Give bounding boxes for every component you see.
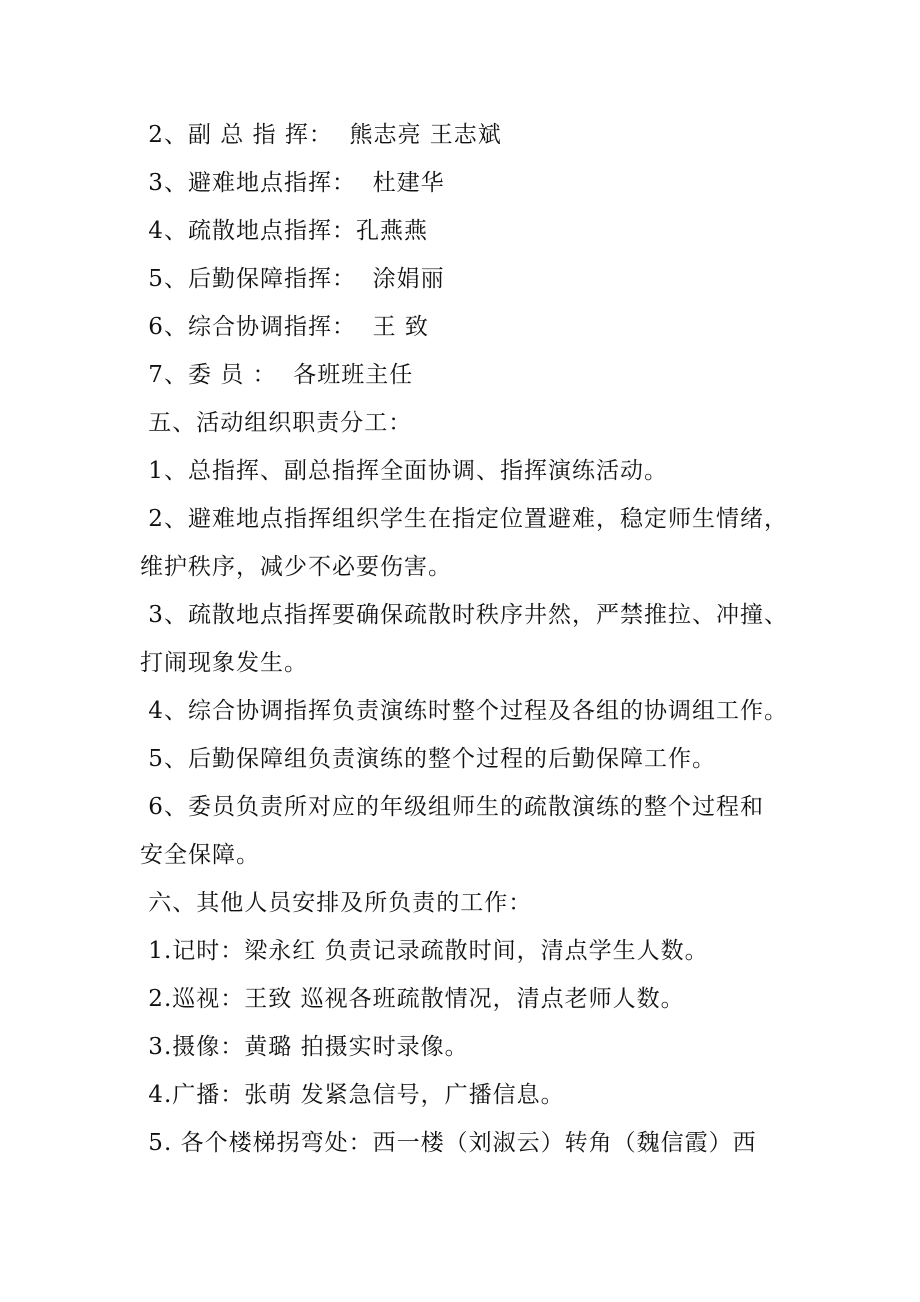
text-line: 6、委员负责所对应的年级组师生的疏散演练的整个过程和 [140, 794, 764, 820]
text-line: 4.广播：张萌 发紧急信号，广播信息。 [140, 1082, 565, 1108]
text-line: 3.摄像：黄璐 拍摄实时录像。 [140, 1034, 469, 1060]
text-line: 7、委 员 ： 各班班主任 [140, 362, 414, 388]
text-line: 4、综合协调指挥负责演练时整个过程及各组的协调组工作。 [140, 698, 788, 724]
text-line: 5、后勤保障组负责演练的整个过程的后勤保障工作。 [140, 746, 716, 772]
text-line: 4、疏散地点指挥：孔燕燕 [140, 218, 428, 244]
text-line: 2、副 总 指 挥： 熊志亮 王志斌 [140, 122, 502, 148]
text-line: 3、避难地点指挥： 杜建华 [140, 170, 445, 196]
section-heading: 六、其他人员安排及所负责的工作： [140, 890, 533, 916]
text-line: 3、疏散地点指挥要确保疏散时秩序井然，严禁推拉、冲撞、 [140, 602, 788, 628]
text-line: 5、后勤保障指挥： 涂娟丽 [140, 266, 445, 292]
text-line: 1、总指挥、副总指挥全面协调、指挥演练活动。 [140, 458, 668, 484]
text-line: 6、综合协调指挥： 王 致 [140, 314, 429, 340]
text-line: 维护秩序，减少不必要伤害。 [140, 554, 452, 580]
text-line: 1.记时：梁永红 负责记录疏散时间，清点学生人数。 [140, 938, 709, 964]
text-line: 2.巡视：王致 巡视各班疏散情况，清点老师人数。 [140, 986, 685, 1012]
text-line: 安全保障。 [140, 842, 260, 868]
text-line: 5. 各个楼梯拐弯处：西一楼（刘淑云）转角（魏信霞）西 [140, 1130, 757, 1156]
section-heading: 五、活动组织职责分工： [140, 410, 413, 436]
text-line: 打闹现象发生。 [140, 650, 308, 676]
text-line: 2、避难地点指挥组织学生在指定位置避难，稳定师生情绪， [140, 506, 788, 532]
